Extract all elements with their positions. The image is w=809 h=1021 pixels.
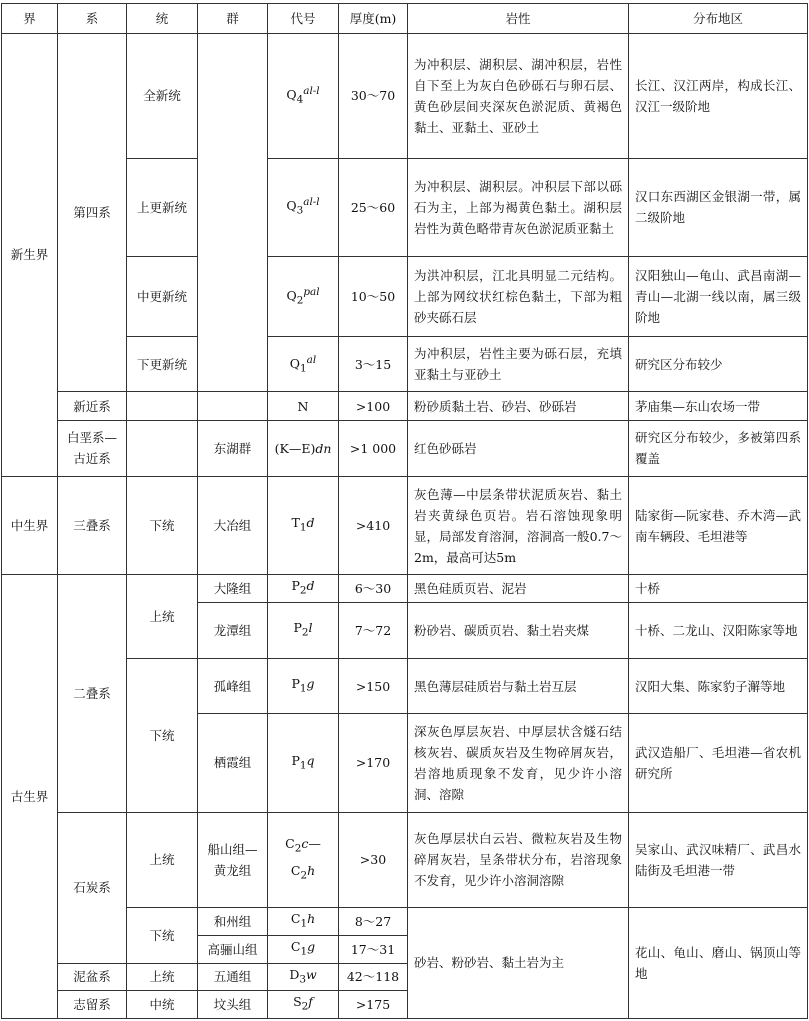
series-cell-empty	[127, 392, 198, 420]
thickness-cell-p1g: >150	[339, 659, 408, 714]
system-cell-triassic: 三叠系	[58, 476, 127, 574]
era-cell-cenozoic: 新生界	[2, 34, 58, 477]
table-row	[2, 34, 808, 158]
table-row	[2, 812, 808, 907]
series-cell-silurian-middle: 中统	[127, 991, 198, 1019]
lithology-cell-p2l: 粉砂岩、碳质页岩、黏土岩夹煤	[408, 602, 629, 658]
header-xi: 系	[58, 4, 127, 34]
series-cell-carb-upper: 上统	[127, 812, 198, 907]
group-cell-longtan: 龙潭组	[198, 602, 268, 658]
group-cell-gufeng: 孤峰组	[198, 659, 268, 714]
series-cell-devonian-upper: 上统	[127, 963, 198, 991]
header-row	[2, 4, 808, 34]
table-row	[2, 420, 808, 476]
stratigraphy-table	[1, 3, 808, 1019]
lithology-cell-dongye: 红色砂砾岩	[408, 420, 629, 476]
lithology-cell-lower: 砂岩、粉砂岩、黏土岩为主	[408, 907, 629, 1018]
header-lithology: 岩性	[408, 4, 629, 34]
thickness-cell-t1d: >410	[339, 476, 408, 574]
code-cell-p1q: $P_1q$	[268, 714, 339, 812]
header-distribution: 分布地区	[629, 4, 808, 34]
system-cell-carboniferous: 石炭系	[58, 812, 127, 963]
thickness-cell-n: >100	[339, 392, 408, 420]
era-cell-paleozoic: 古生界	[2, 575, 58, 1019]
group-cell-chuanshan: 船山组— 黄龙组	[198, 812, 268, 907]
code-cell-d3w: $D_3w$	[268, 963, 339, 991]
code-cell-p2l: $P_2l$	[268, 602, 339, 658]
group-cell-empty	[198, 392, 268, 420]
distribution-cell-n: 茅庙集—东山农场一带	[629, 392, 808, 420]
lithology-cell-p2d: 黑色硅质页岩、泥岩	[408, 575, 629, 603]
table-row	[2, 476, 808, 574]
series-cell-lower-pleistocene: 下更新统	[127, 337, 198, 392]
distribution-cell-q3: 汉口东西湖区金银湖一带，属二级阶地	[629, 158, 808, 256]
header-code: 代号	[268, 4, 339, 34]
distribution-cell-q2: 汉阳独山—龟山、武昌南湖—青山—北湖一线以南，属三级阶地	[629, 256, 808, 336]
group-cell-gaolishan: 高骊山组	[198, 936, 268, 964]
table-row	[2, 575, 808, 603]
lithology-cell-q4: 为冲积层、湖积层、湖冲积层，岩性自下至上为灰白色砂砾石与卵石层、黄色砂层间夹深灰色淤泥质、黄褐色黏土、亚黏土、亚砂土	[408, 34, 629, 158]
lithology-cell-n: 粉砂质黏土岩、砂岩、砂砾岩	[408, 392, 629, 420]
thickness-cell-c2: >30	[339, 812, 408, 907]
lithology-cell-p1g: 黑色薄层硅质岩与黏土岩互层	[408, 659, 629, 714]
header-qun: 群	[198, 4, 268, 34]
group-cell-dongye: 东湖群	[198, 420, 268, 476]
distribution-cell-c2: 吴家山、武汉味精厂、武昌水陆街及毛坦港一带	[629, 812, 808, 907]
thickness-cell-q1: 3～15	[339, 337, 408, 392]
thickness-cell-p2l: 7～72	[339, 602, 408, 658]
group-cell-fentou: 坟头组	[198, 991, 268, 1019]
thickness-cell-s2f: >175	[339, 991, 408, 1019]
system-cell-neogene: 新近系	[58, 392, 127, 420]
thickness-cell-c1g: 17～31	[339, 936, 408, 964]
series-cell-empty	[127, 420, 198, 476]
code-cell-c1h: $C_1h$	[268, 907, 339, 935]
series-cell-upper-pleistocene: 上更新统	[127, 158, 198, 256]
thickness-cell-dongye: >1 000	[339, 420, 408, 476]
header-thickness: 厚度(m)	[339, 4, 408, 34]
thickness-cell-q2: 10～50	[339, 256, 408, 336]
system-cell-silurian: 志留系	[58, 991, 127, 1019]
code-cell-c2: $C_2c—C_2h$	[268, 812, 339, 907]
lithology-cell-t1d: 灰色薄—中层条带状泥质灰岩、黏土岩夹黄绿色页岩。岩石溶蚀现象明显，局部发育溶洞，溶洞高一般0.7～2m，最高可达5m	[408, 476, 629, 574]
lithology-cell-q3: 为冲积层、湖积层。冲积层下部以砾石为主，上部为褐黄色黏土。湖积层岩性为黄色略带青灰色淤泥质亚黏土	[408, 158, 629, 256]
code-cell-c1g: $C_1g$	[268, 936, 339, 964]
thickness-cell-d3w: 42～118	[339, 963, 408, 991]
code-cell-q3: $Q_3^{al-l}$	[268, 158, 339, 256]
series-cell-holocene: 全新统	[127, 34, 198, 158]
code-cell-dongye: (K—E)dn	[268, 420, 339, 476]
series-cell-triassic-lower: 下统	[127, 476, 198, 574]
header-jie: 界	[2, 4, 58, 34]
distribution-cell-p2d: 十桥	[629, 575, 808, 603]
code-cell-n: N	[268, 392, 339, 420]
distribution-cell-t1d: 陆家街—阮家巷、乔木湾—武南车辆段、毛坦港等	[629, 476, 808, 574]
series-cell-carb-lower: 下统	[127, 907, 198, 963]
distribution-cell-q4: 长江、汉江两岸，构成长江、汉江一级阶地	[629, 34, 808, 158]
thickness-cell-q3: 25～60	[339, 158, 408, 256]
lithology-cell-q2: 为洪冲积层，江北具明显二元结构。上部为网纹状红棕色黏土，下部为粗砂夹砾石层	[408, 256, 629, 336]
distribution-cell-p1q: 武汉造船厂、毛坦港—省农机研究所	[629, 714, 808, 812]
table-row	[2, 392, 808, 420]
code-cell-p1g: $P_1g$	[268, 659, 339, 714]
thickness-cell-p2d: 6～30	[339, 575, 408, 603]
thickness-cell-p1q: >170	[339, 714, 408, 812]
code-cell-t1d: $T_1d$	[268, 476, 339, 574]
lithology-cell-c2: 灰色厚层状白云岩、微粒灰岩及生物碎屑灰岩，呈条带状分布，岩溶现象不发育，见少许小溶洞溶隙	[408, 812, 629, 907]
code-cell-s2f: $S_2f$	[268, 991, 339, 1019]
thickness-cell-q4: 30～70	[339, 34, 408, 158]
group-cell-qixia: 栖霞组	[198, 714, 268, 812]
distribution-cell-p2l: 十桥、二龙山、汉阳陈家等地	[629, 602, 808, 658]
lithology-cell-q1: 为冲积层，岩性主要为砾石层，充填亚黏土与亚砂土	[408, 337, 629, 392]
system-cell-devonian: 泥盆系	[58, 963, 127, 991]
distribution-cell-lower: 花山、龟山、磨山、锅顶山等地	[629, 907, 808, 1018]
system-cell-cretaceous-paleogene: 白垩系— 古近系	[58, 420, 127, 476]
code-cell-q4: $Q_4^{al-l}$	[268, 34, 339, 158]
series-cell-middle-pleistocene: 中更新统	[127, 256, 198, 336]
distribution-cell-q1: 研究区分布较少	[629, 337, 808, 392]
group-cell-wutong: 五通组	[198, 963, 268, 991]
group-cell-hezhou: 和州组	[198, 907, 268, 935]
series-cell-permian-upper: 上统	[127, 575, 198, 659]
code-cell-p2d: $P_2d$	[268, 575, 339, 603]
series-cell-permian-lower: 下统	[127, 659, 198, 813]
group-cell-empty	[198, 34, 268, 392]
group-cell-daye: 大冶组	[198, 476, 268, 574]
group-cell-dalong: 大隆组	[198, 575, 268, 603]
thickness-cell-c1h: 8～27	[339, 907, 408, 935]
code-cell-q2: $Q_2^{pal}$	[268, 256, 339, 336]
distribution-cell-dongye: 研究区分布较少，多被第四系覆盖	[629, 420, 808, 476]
system-cell-permian: 二叠系	[58, 575, 127, 812]
header-tong: 统	[127, 4, 198, 34]
code-cell-q1: $Q_1^{al}$	[268, 337, 339, 392]
era-cell-mesozoic: 中生界	[2, 476, 58, 574]
distribution-cell-p1g: 汉阳大集、陈家豹子澥等地	[629, 659, 808, 714]
lithology-cell-p1q: 深灰色厚层灰岩、中厚层状含燧石结核灰岩、碳质灰岩及生物碎屑灰岩，岩溶地质现象不发育，见少许小溶洞、溶隙	[408, 714, 629, 812]
system-cell-quaternary: 第四系	[58, 34, 127, 392]
